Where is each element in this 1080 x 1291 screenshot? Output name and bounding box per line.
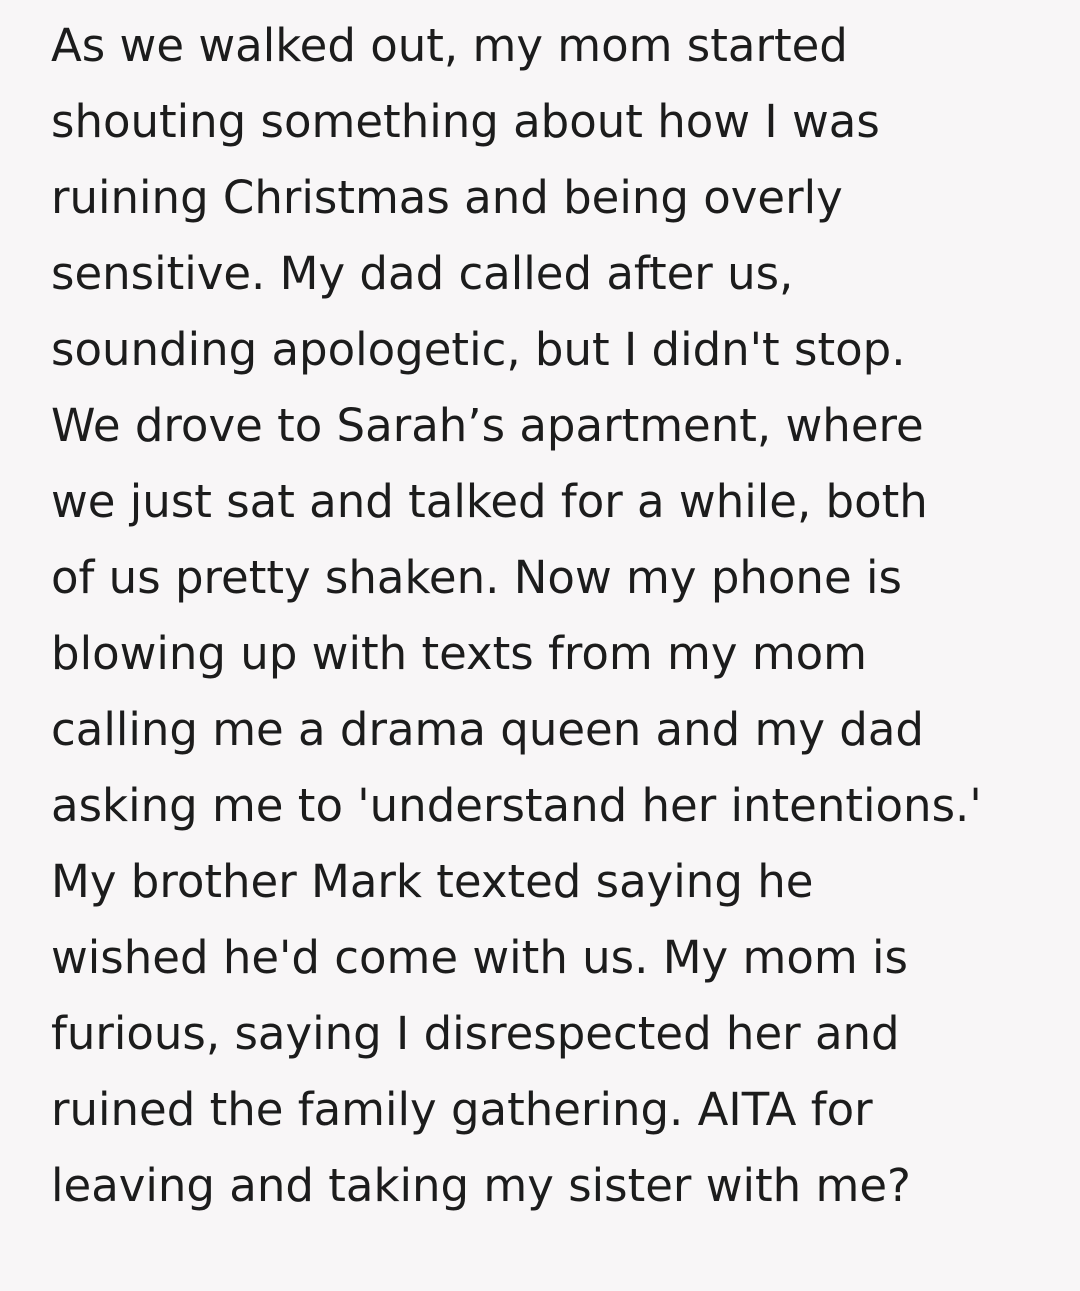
post-body-line: asking me to 'understand her intentions.' xyxy=(51,779,982,832)
post-body-line: we just sat and talked for a while, both xyxy=(51,475,928,528)
post-body-line: ruined the family gathering. AITA for xyxy=(51,1083,873,1136)
post-body-line: furious, saying I disrespected her and xyxy=(51,1007,900,1060)
post-body-line: ruining Christmas and being overly xyxy=(51,171,843,224)
post-body-line: As we walked out, my mom started xyxy=(51,19,848,72)
post-body-line: sounding apologetic, but I didn't stop. xyxy=(51,323,906,376)
post-body-line: shouting something about how I was xyxy=(51,95,880,148)
post-body-line: sensitive. My dad called after us, xyxy=(51,247,794,300)
post-body-line: wished he'd come with us. My mom is xyxy=(51,931,908,984)
post-body xyxy=(51,8,1061,1224)
post-body-line: leaving and taking my sister with me? xyxy=(51,1159,911,1212)
post-body-line: We drove to Sarah’s apartment, where xyxy=(51,399,924,452)
post-body-line: calling me a drama queen and my dad xyxy=(51,703,924,756)
post-body-line: My brother Mark texted saying he xyxy=(51,855,814,908)
post-body-line: blowing up with texts from my mom xyxy=(51,627,868,680)
post-body-line: of us pretty shaken. Now my phone is xyxy=(51,551,902,604)
